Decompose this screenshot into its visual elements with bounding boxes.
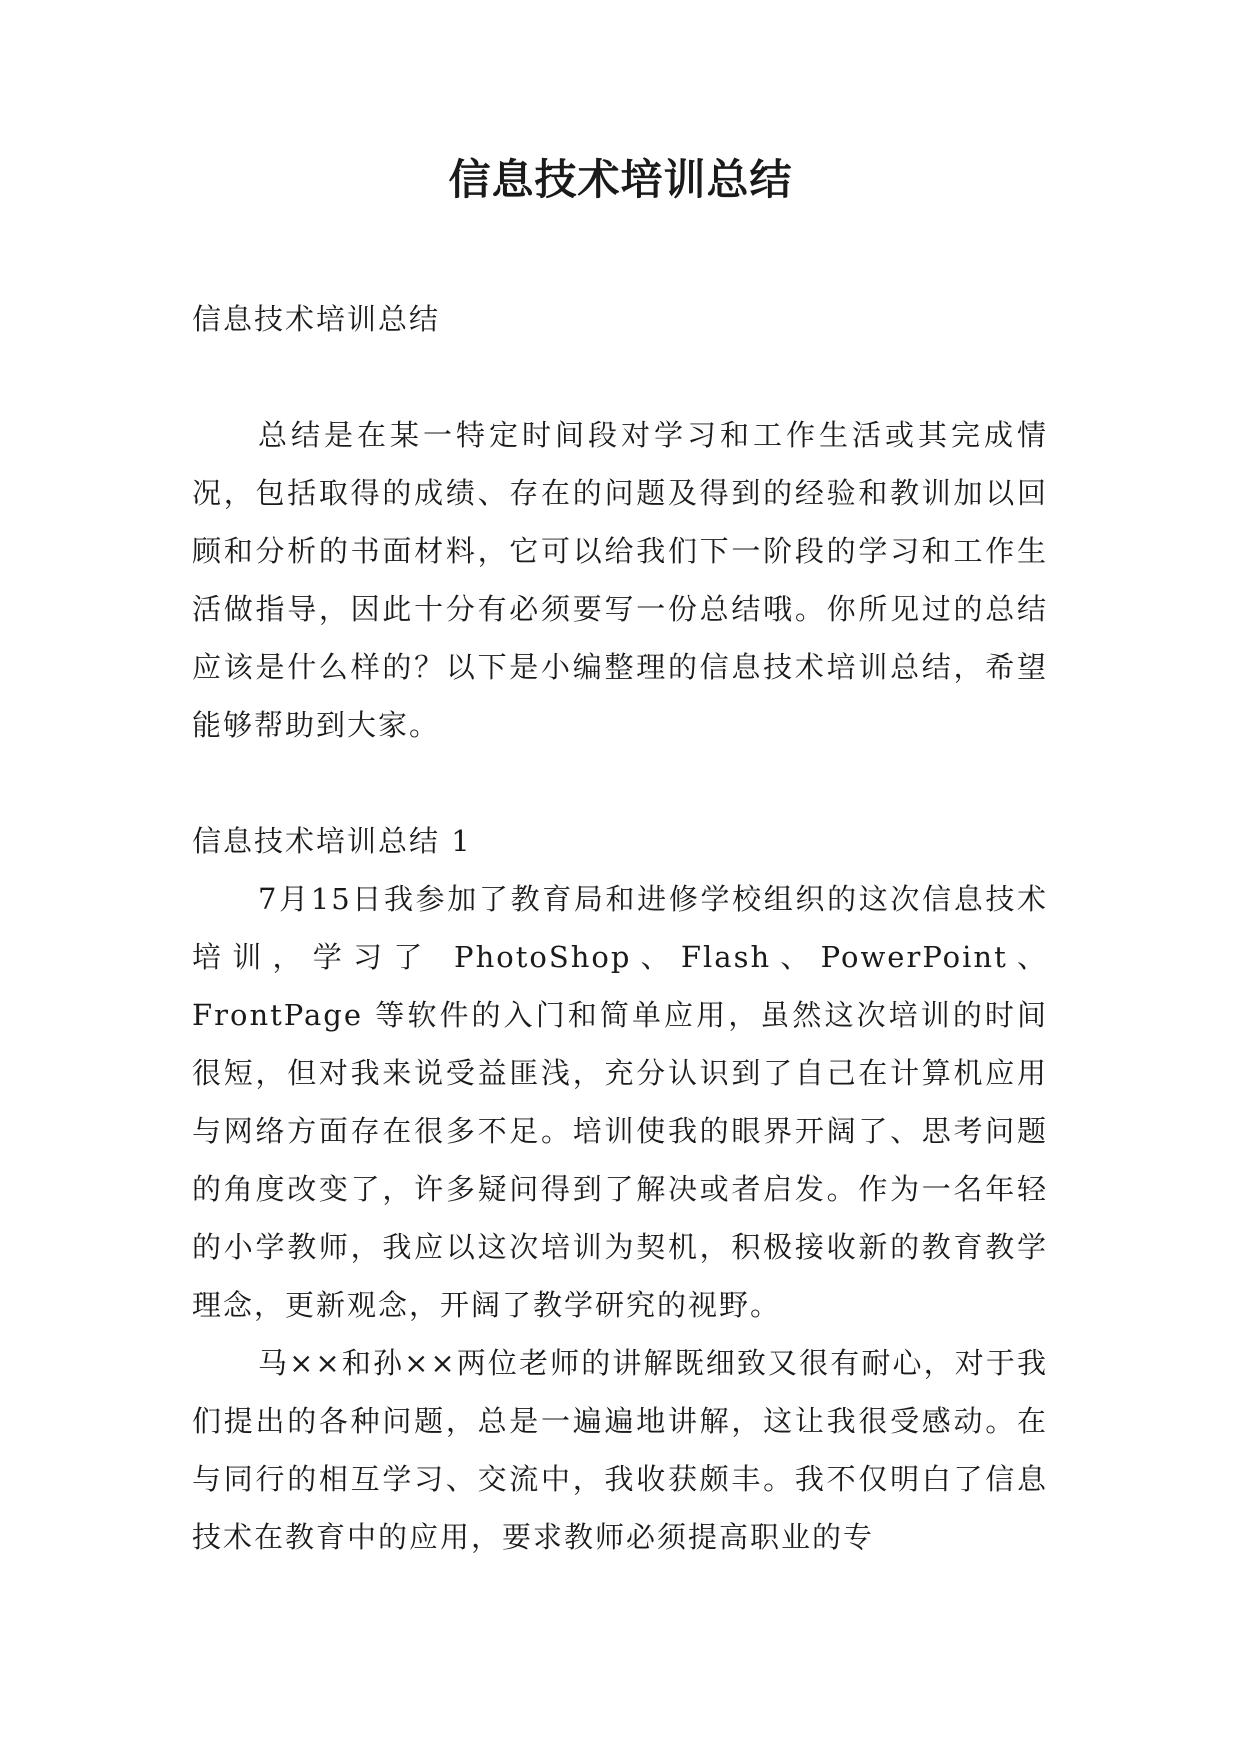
document-body: [192, 290, 1048, 1566]
document-title: 信息技术培训总结: [448, 155, 793, 204]
paragraph-spacer: [192, 754, 1048, 812]
section-1-paragraph-1: 7月15日我参加了教育局和进修学校组织的这次信息技术培训，学习了 PhotoShop、Flash、PowerPoint、FrontPage 等软件的入门和简单应用，虽然这次培训的时间很短，但对我来说受益匪浅，充分认识到了自己在计算机应用与网络方面存在很多不足。培训使我的眼界开阔了、思考问题的角度改变了，许多疑问得到了解决或者启发。作为一名年轻的小学教师，我应以这次培训为契机，积极接收新的教育教学理念，更新观念，开阔了教学研究的视野。: [192, 882, 1048, 1322]
section-1-paragraph-2: 马××和孙××两位老师的讲解既细致又很有耐心，对于我们提出的各种问题，总是一遍遍地讲解，这让我很受感动。在与同行的相互学习、交流中，我收获颇丰。我不仅明白了信息技术在教育中的应用，要求教师必须提高职业的专: [192, 1346, 1048, 1554]
intro-paragraph: 总结是在某一特定时间段对学习和工作生活或其完成情况，包括取得的成绩、存在的问题及得到的经验和教训加以回顾和分析的书面材料，它可以给我们下一阶段的学习和工作生活做指导，因此十分有必须要写一份总结哦。你所见过的总结应该是什么样的？以下是小编整理的信息技术培训总结，希望能够帮助到大家。: [192, 418, 1048, 742]
section-1-heading: 信息技术培训总结 1: [192, 824, 472, 858]
paragraph-spacer: [192, 348, 1048, 406]
document-subtitle: 信息技术培训总结: [192, 302, 441, 336]
